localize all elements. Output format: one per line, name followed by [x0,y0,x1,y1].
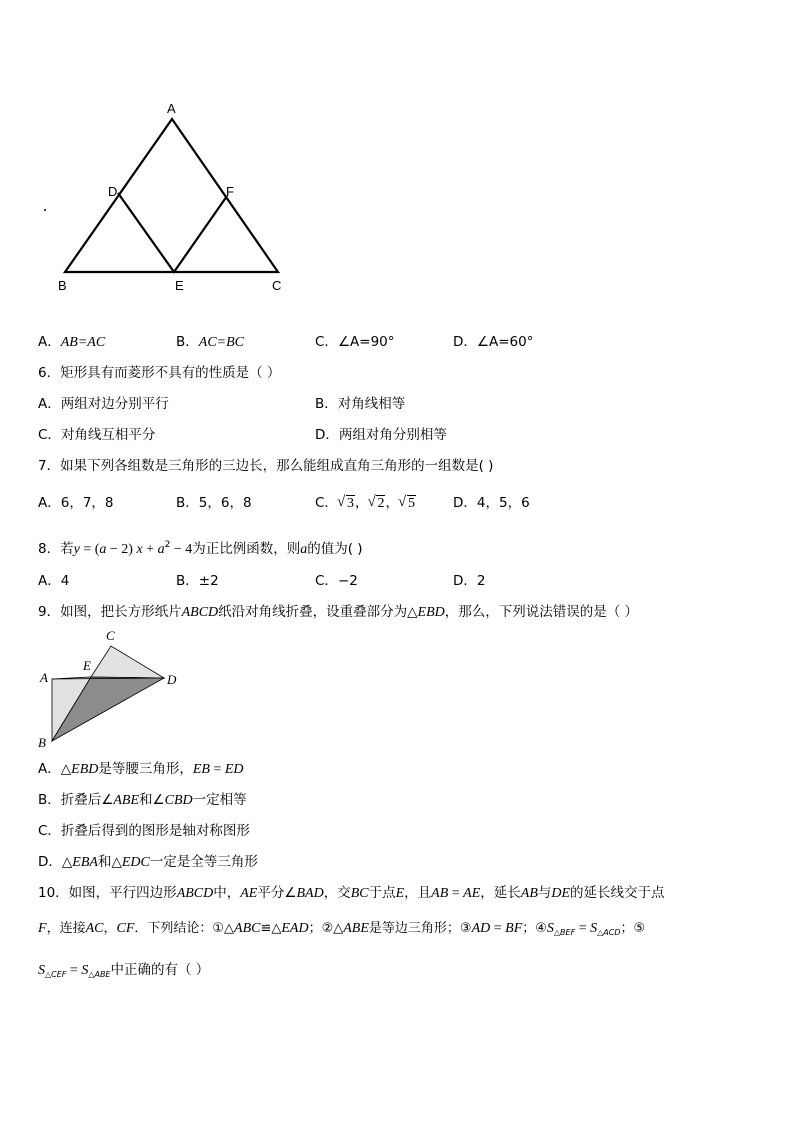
sqrt-5: √ 5 [399,495,416,513]
sqrt-3: √ 3 [338,495,355,513]
q8-option-b[interactable]: B．±2 [176,573,219,589]
q9-option-c[interactable]: C．折叠后得到的图形是轴对称图形 [38,823,250,839]
q9-stem: 9．如图，把长方形纸片ABCD纸沿对角线折叠，设重叠部分为△EBD，那么，下列说法错误的是（ ） [38,604,639,620]
q7-stem: 7．如果下列各组数是三角形的三边长，那么能组成直角三角形的一组数是( ) [38,458,494,474]
q9-option-b[interactable]: B．折叠后∠ABE和∠CBD一定相等 [38,792,247,808]
fig2-label-e: E [83,658,91,673]
q7-option-a[interactable]: A．6，7，8 [38,495,114,511]
q10-line-1: 10．如图，平行四边形ABCD中，AE平分∠BAD，交BC于点E，且AB = AE，延长AB与DE的延长线交于点 [38,885,665,901]
q8-stem: 8．若y = (a − 2) $x + a^2 - 4$为正比例函数，则a的值为( ) [38,540,363,557]
label-e: E [175,278,184,293]
label-f: F [226,184,234,199]
q7-option-b[interactable]: B．5，6，8 [176,495,252,511]
q6-option-a[interactable]: A．两组对边分别平行 [38,396,169,412]
q5-option-d[interactable]: D．∠A=60° [453,334,534,350]
fig2-label-b: B [38,735,46,750]
q9-option-d[interactable]: D．△EBA和△EDC一定是全等三角形 [38,854,258,870]
q5-option-c[interactable]: C．∠A=90° [315,334,395,350]
q8-option-c[interactable]: C．−2 [315,573,358,589]
q8-option-a[interactable]: A．4 [38,573,70,589]
fig2-label-d: D [167,672,177,687]
q6-option-b[interactable]: B．对角线相等 [315,396,406,412]
region-cde [91,646,164,678]
q8-option-d[interactable]: D．2 [453,573,486,589]
fig2-label-a: A [40,670,48,685]
q9-option-a[interactable]: A．△EBD是等腰三角形，EB = ED [38,761,244,777]
label-d: D [108,184,118,199]
q6-option-d[interactable]: D．两组对角分别相等 [315,427,447,443]
q6-stem: 6．矩形具有而菱形不具有的性质是（ ） [38,365,281,381]
q6-option-c[interactable]: C．对角线互相平分 [38,427,156,443]
q7-option-d[interactable]: D．4，5，6 [453,495,530,511]
q5-option-a[interactable]: A．AB=AC [38,334,106,350]
fig2-label-c: C [106,628,115,643]
q5-option-b[interactable]: B．AC=BC [176,334,244,350]
label-a: A [167,101,176,116]
label-b: B [58,278,67,293]
q10-line-3: $S_{\triangle CEF} = S_{\triangle ABE}$中正确的有（ ） [38,962,210,979]
sqrt-2: √ 2 [368,495,385,513]
label-c: C [272,278,282,293]
q10-line-2: F，连接AC，CF．下列结论：①△ABC≌△EAD；②△ABE是等边三角形；③AD = BF；$④S_{\triangle BEF} = S_{\triangle ACD}$；⑤ [38,921,646,937]
q7-option-c[interactable]: C．√ 3，√ 2，√ 5 [315,494,416,513]
